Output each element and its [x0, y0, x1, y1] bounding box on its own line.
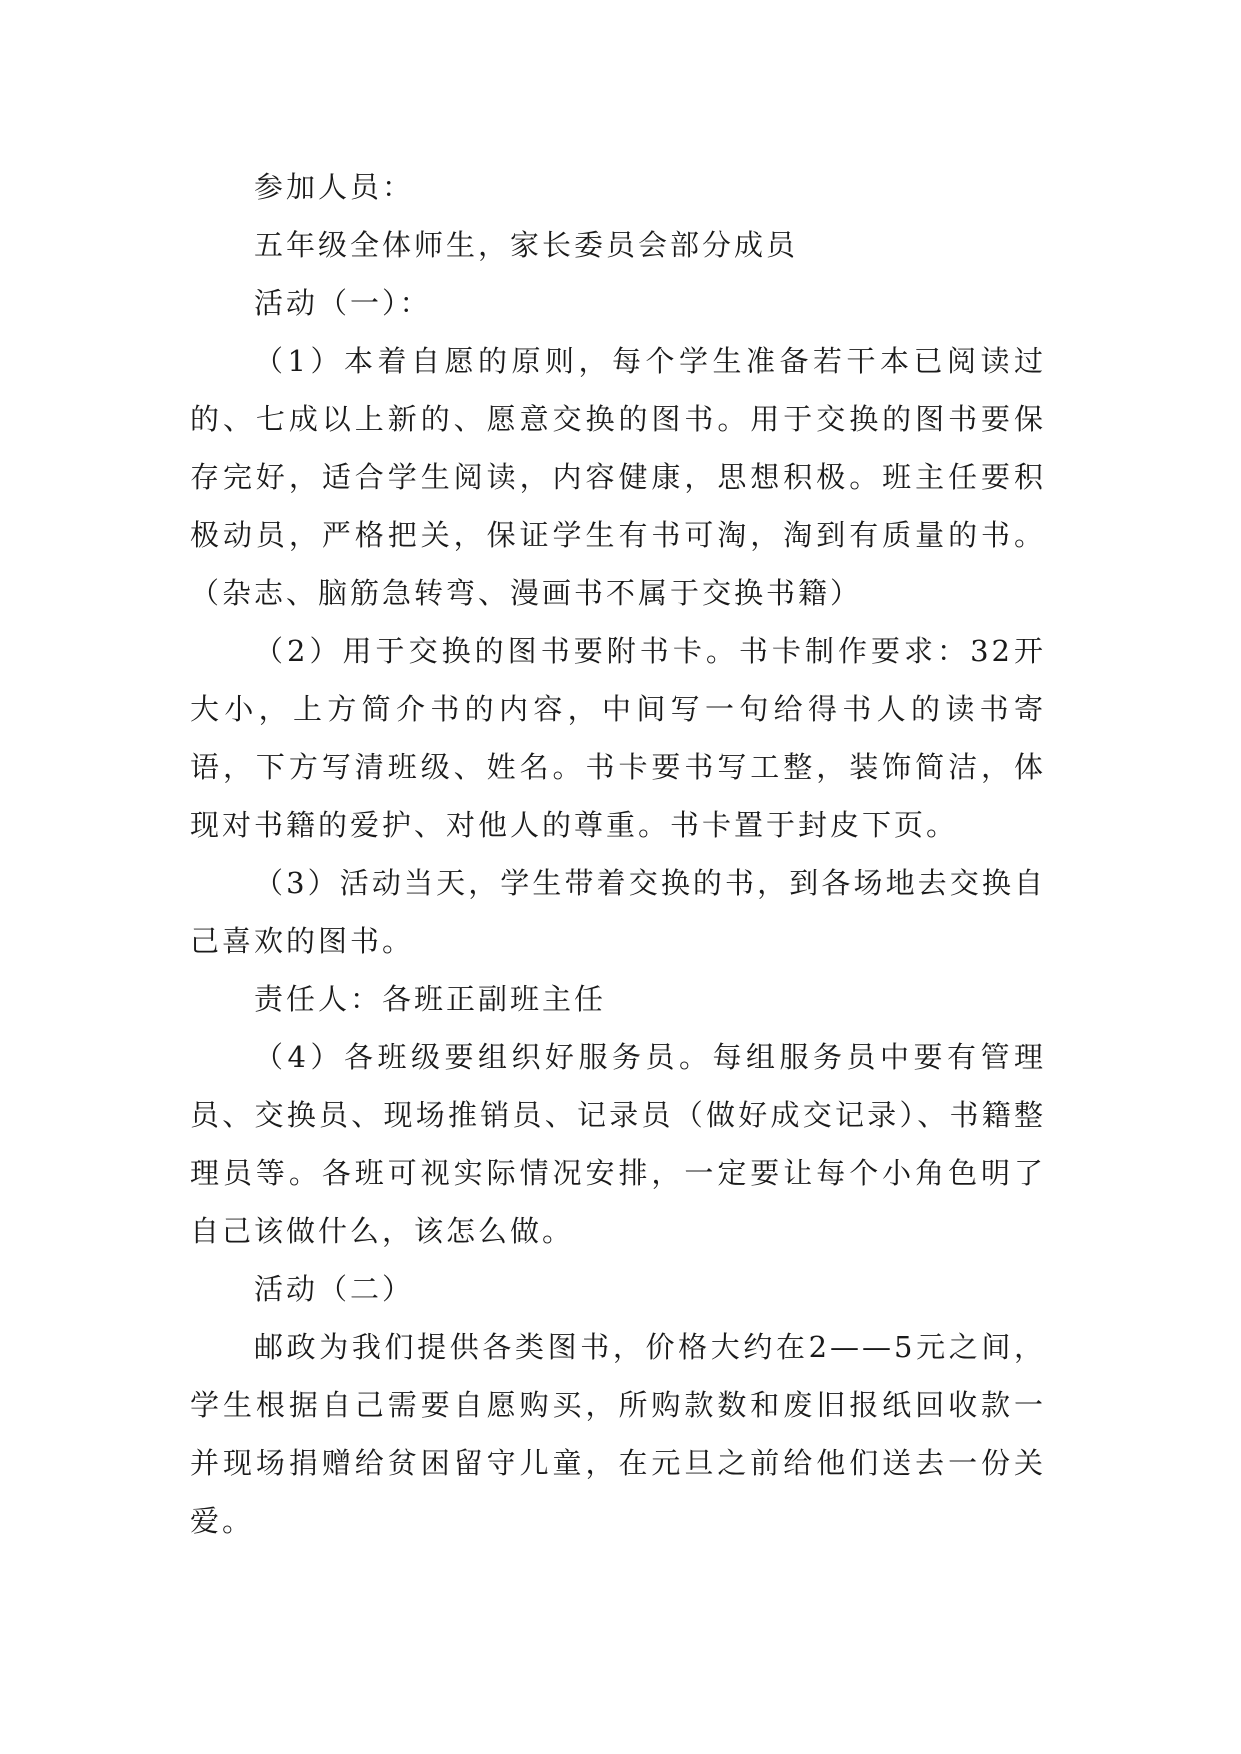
activity-one-item-1: （1）本着自愿的原则，每个学生准备若干本已阅读过的、七成以上新的、愿意交换的图书。用于交换的图书要保存完好，适合学生阅读，内容健康，思想积极。班主任要积极动员，严格把关，保证学生有书可淘，淘到有质量的书。（杂志、脑筋急转弯、漫画书不属于交换书籍）	[190, 344, 1046, 610]
activity-one-item-3: （3）活动当天，学生带着交换的书，到各场地去交换自己喜欢的图书。	[190, 866, 1046, 958]
participants-text: 五年级全体师生，家长委员会部分成员	[254, 228, 799, 262]
activity-one-item-2: （2）用于交换的图书要附书卡。书卡制作要求：32开大小，上方简介书的内容，中间写一句给得书人的读书寄语，下方写清班级、姓名。书卡要书写工整，装饰简洁，体现对书籍的爱护、对他人的尊重。书卡置于封皮下页。	[190, 634, 1046, 842]
activity-two-heading: 活动（二）	[254, 1272, 415, 1306]
activity-one-item-4: （4）各班级要组织好服务员。每组服务员中要有管理员、交换员、现场推销员、记录员（做好成交记录）、书籍整理员等。各班可视实际情况安排，一定要让每个小角色明了自己该做什么，该怎么做。	[190, 1040, 1046, 1248]
activity-one-heading: 活动（一）：	[254, 286, 432, 320]
activity-two-text: 邮政为我们提供各类图书，价格大约在2——5元之间，学生根据自己需要自愿购买，所购款数和废旧报纸回收款一并现场捐赠给贫困留守儿童，在元旦之前给他们送去一份关爱。	[190, 1330, 1046, 1538]
document-body	[190, 158, 1046, 1550]
responsible-person: 责任人：各班正副班主任	[254, 982, 607, 1016]
participants-heading: 参加人员：	[254, 170, 415, 204]
